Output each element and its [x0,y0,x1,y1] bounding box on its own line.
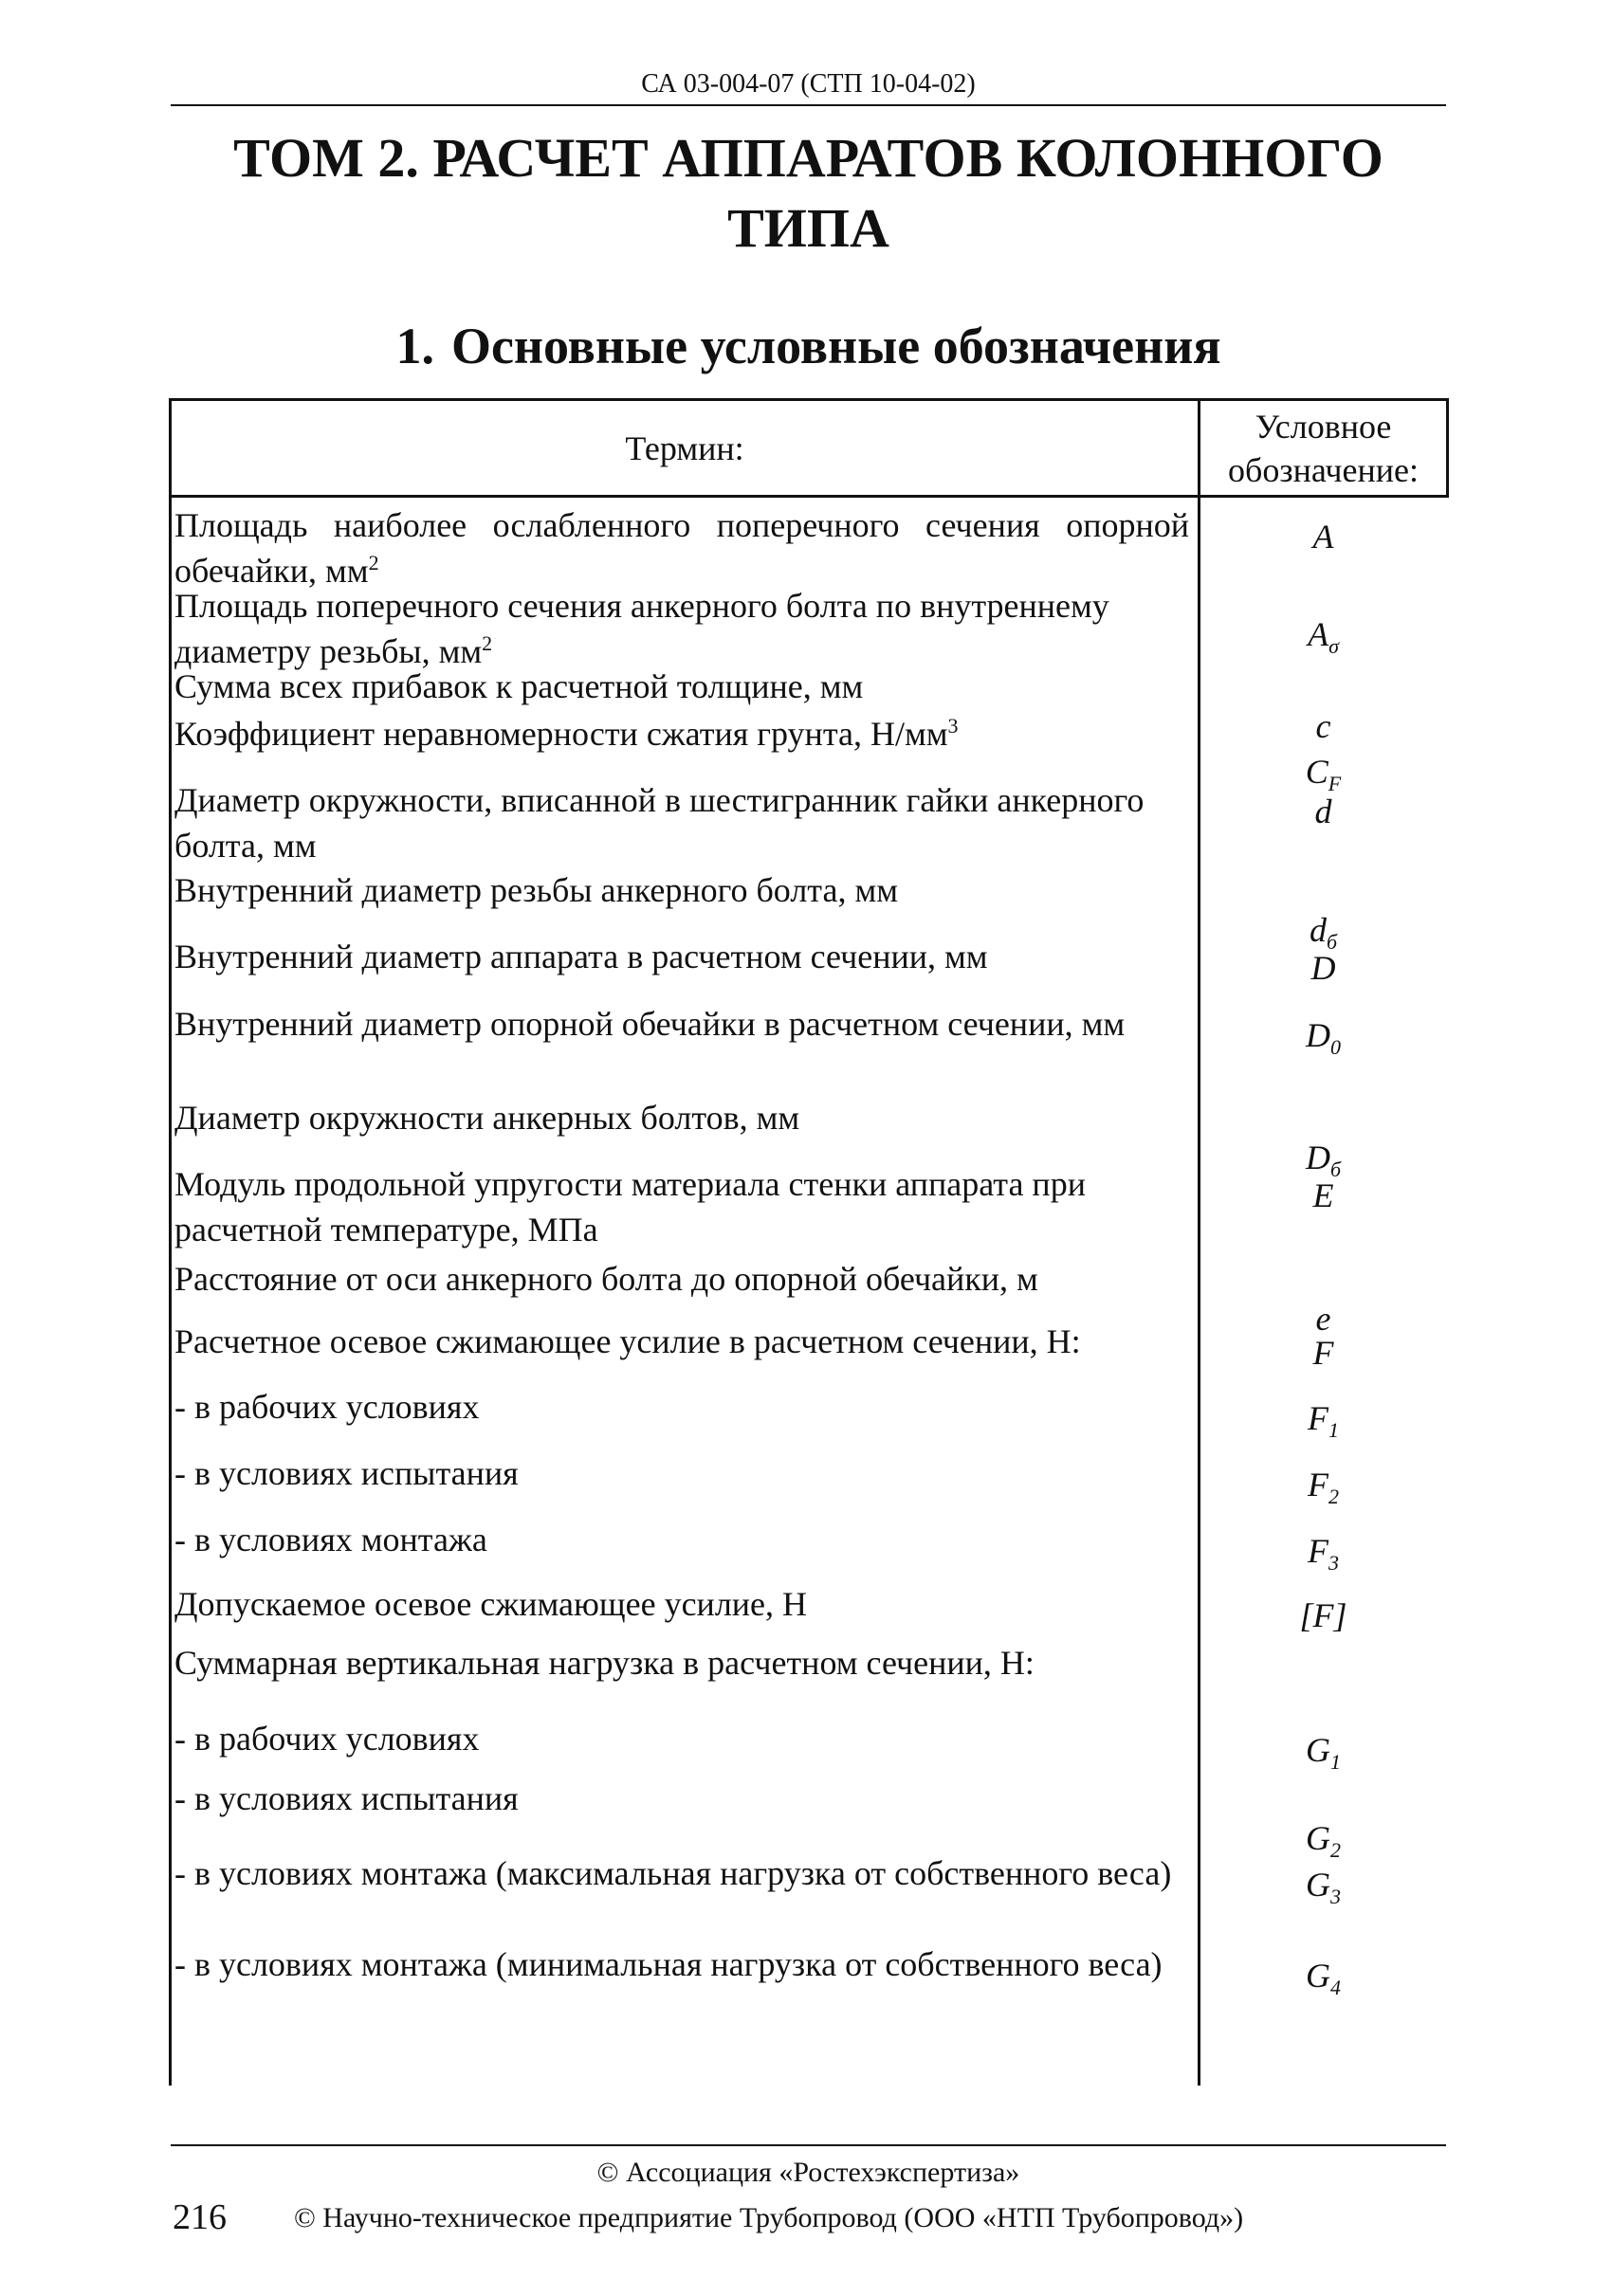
notation-table [169,398,1449,2086]
section-heading [171,313,1446,379]
term-text: - в условиях испытания [174,1454,519,1492]
term-text: - в условиях испытания [174,1779,519,1817]
unit-exponent: 2 [368,551,379,574]
symbol-cell [1200,1528,1446,1574]
symbol-cell [1200,1462,1446,1507]
column-header-symbol [1200,401,1446,495]
symbol-cell [1200,611,1446,657]
symbol-cell [1200,703,1446,749]
term-text: - в условиях монтажа (максимальная нагрузка от собственного веса) [174,1854,1172,1892]
term-cell [174,1640,1189,1686]
symbol-cell [1200,1862,1446,1907]
symbol-cell [1200,1012,1446,1058]
term-cell [174,777,1189,868]
term-cell [174,664,1189,709]
symbol-cell [1200,1395,1446,1441]
header-rule [171,104,1446,106]
term-cell [174,1319,1189,1364]
term-text: Расчетное осевое сжимающее усилие в расчетном сечении, Н: [174,1322,1081,1360]
document-code-header: СА 03-004-07 (СТП 10-04-02) [641,69,976,99]
symbol-text: D [1306,1016,1330,1054]
column-header-term: Термин: [625,428,744,467]
term-text: Суммарная вертикальная нагрузка в расчетном сечении, Н: [174,1644,1035,1682]
term-cell [174,1941,1189,1987]
symbol-text: G [1306,1819,1330,1857]
term-cell [174,1001,1189,1047]
term-cell [174,1095,1189,1140]
term-cell [174,502,1189,593]
symbol-text: [F] [1299,1596,1347,1634]
unit-exponent: 2 [482,631,493,655]
table-border-left [169,398,172,2086]
term-cell [174,1256,1189,1302]
term-text: Внутренний диаметр резьбы анкерного болта, мм [174,871,899,909]
term-cell [174,583,1189,674]
term-text: Допускаемое осевое сжимающее усилие, Н [174,1585,808,1623]
term-text: Модуль продольной упругости материала стенки аппарата при расчетной температуре, МПа [174,1165,1086,1248]
symbol-cell [1200,1593,1446,1638]
term-cell [174,1161,1189,1252]
page-number: 216 [173,2197,227,2237]
volume-title-line2: ТИПА [727,197,889,259]
symbol-text: d [1314,793,1332,830]
term-text: Расстояние от оси анкерного болта до опорной обечайки, м [174,1260,1038,1298]
term-cell [174,1581,1189,1627]
unit-exponent: 3 [947,714,959,738]
term-text: - в рабочих условиях [174,1720,480,1758]
symbol-text: C [1305,753,1328,791]
section-title: Основные условные обозначения [450,318,1221,374]
symbol-text: F [1312,1334,1334,1372]
footer-copyright-association: © Ассоциация «Ростехэкспертиза» [596,2157,1020,2188]
symbol-subscript: 2 [1330,1838,1341,1863]
symbol-text: A [1308,615,1329,653]
term-text: Площадь поперечного сечения анкерного болта по внутреннему диаметру резьбы, мм [174,587,1109,670]
term-text: Коэффициент неравномерности сжатия грунта, Н/мм [174,715,948,753]
symbol-cell [1200,945,1446,991]
term-cell [174,1517,1189,1562]
symbol-subscript: 4 [1330,1976,1341,2000]
symbol-text: F [1308,1466,1328,1503]
term-cell [174,1850,1189,1896]
footer-rule [171,2144,1446,2146]
term-text: Внутренний диаметр опорной обечайки в расчетном сечении, мм [174,1005,1126,1043]
symbol-cell [1200,789,1446,834]
column-header-symbol-line1: Условное [1255,407,1392,446]
symbol-text: G [1306,1866,1330,1904]
term-text: - в рабочих условиях [174,1388,480,1426]
symbol-subscript: σ [1328,634,1339,659]
symbol-text: D [1305,1139,1330,1176]
term-text: Внутренний диаметр аппарата в расчетном сечении, мм [174,938,988,975]
symbol-text: E [1312,1176,1334,1214]
term-text: - в условиях монтажа [174,1521,487,1558]
symbol-cell [1200,1815,1446,1861]
symbol-cell [1200,514,1446,559]
symbol-subscript: 0 [1330,1035,1341,1060]
symbol-cell [1200,1330,1446,1376]
term-cell [174,711,1189,756]
symbol-text: F [1308,1532,1328,1570]
volume-title-line1: ТОМ 2. РАСЧЕТ АППАРАТОВ КОЛОННОГО [233,127,1383,189]
symbol-cell [1200,1173,1446,1218]
symbol-text: G [1306,1731,1330,1769]
symbol-cell [1200,749,1446,794]
symbol-text: e [1315,1300,1331,1338]
symbol-text: A [1312,518,1334,556]
table-header-divider [169,495,1449,498]
symbol-text: d [1309,911,1327,949]
symbol-subscript: 3 [1328,1551,1339,1576]
symbol-text: G [1306,1957,1330,1995]
term-text: Сумма всех прибавок к расчетной толщине, мм [174,667,864,705]
volume-title [171,123,1446,264]
symbol-subscript: 1 [1328,1418,1339,1443]
term-cell [174,1776,1189,1821]
symbol-subscript: 1 [1330,1750,1341,1775]
term-cell [174,1450,1189,1496]
term-cell [174,1384,1189,1430]
column-header-symbol-line2: обозначение: [1228,450,1419,489]
term-text: - в условиях монтажа (минимальная нагрузка от собственного веса) [174,1945,1163,1983]
symbol-subscript: б [1329,1157,1342,1182]
symbol-subscript: F [1328,772,1342,796]
symbol-text: F [1308,1399,1328,1437]
symbol-subscript: б [1326,930,1338,955]
symbol-cell [1200,1727,1446,1773]
symbol-text: D [1310,949,1336,987]
term-text: Диаметр окружности анкерных болтов, мм [174,1099,800,1137]
term-cell [174,1716,1189,1761]
footer-copyright-company: © Научно-техническое предприятие Трубопровод (ООО «НТП Трубопровод») [294,2202,1244,2233]
term-text: Диаметр окружности, вписанной в шестигранник гайки анкерного болта, мм [174,781,1145,865]
symbol-subscript: 2 [1328,1485,1339,1509]
symbol-cell [1200,1953,1446,1998]
table-border-right [1446,398,1449,498]
term-cell [174,934,1189,979]
term-cell [174,867,1189,913]
symbol-subscript: 3 [1330,1885,1341,1909]
section-number: 1. [395,318,434,374]
term-text: Площадь наиболее ослабленного поперечного сечения опорной обечайки, мм [174,506,1189,590]
symbol-text: c [1315,707,1331,745]
